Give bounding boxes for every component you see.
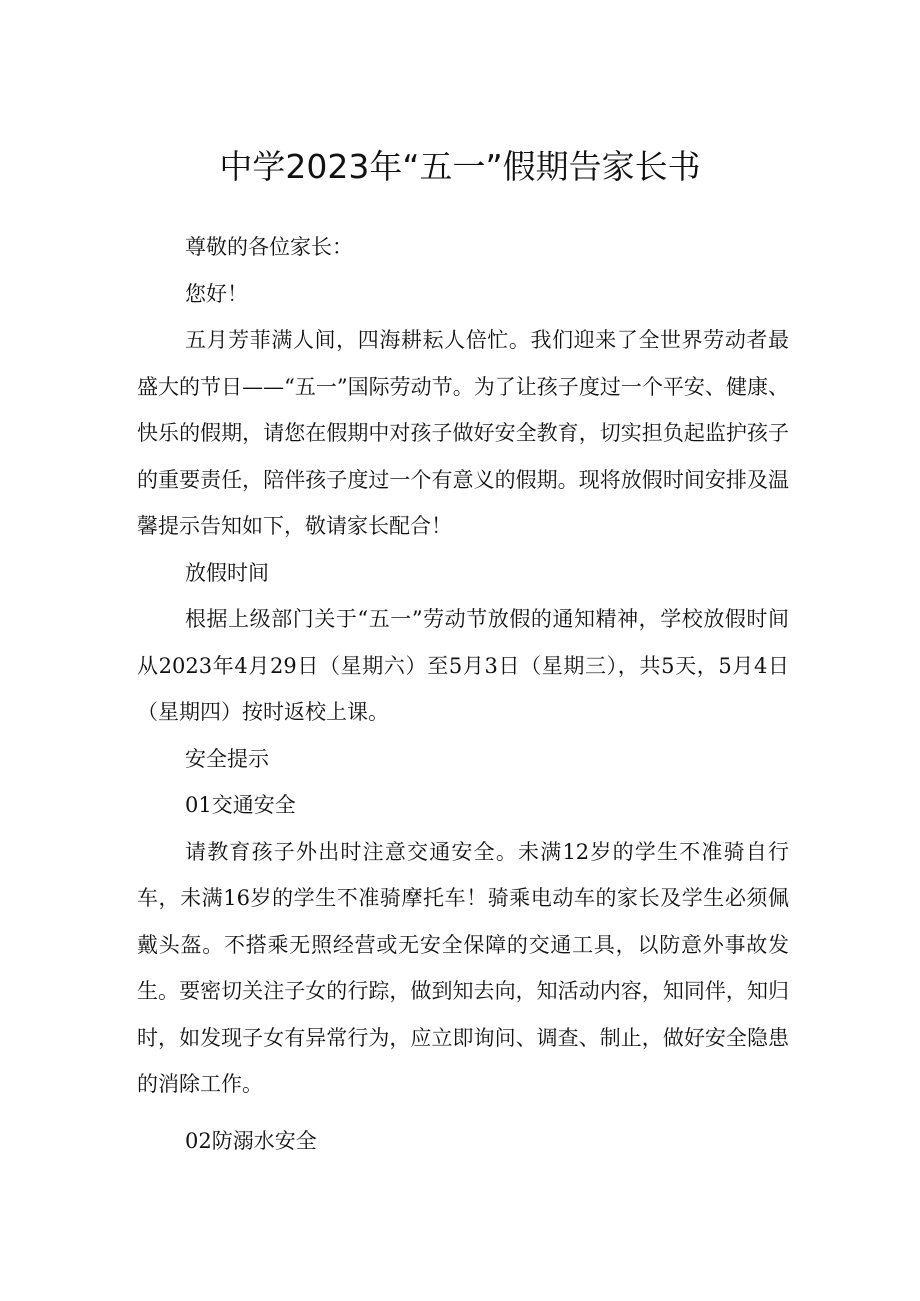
greeting-salutation: 尊敬的各位家长： (185, 235, 353, 259)
section-heading-holiday-time: 放假时间 (185, 560, 269, 585)
intro-paragraph: 五月芳菲满人间，四海耕耘人倍忙。我们迎来了全世界劳动者最盛大的节日——“五一”国际劳动节。为了让孩子度过一个平安、健康、快乐的假期，请您在假期中对孩子做好安全教育，切实担负起监护孩子的重要责任，陪伴孩子度过一个有意义的假期。现将放假时间安排及温馨提示告知如下，敬请家长配合！ (137, 328, 789, 538)
document-body (137, 224, 789, 1164)
document-title: 中学2023年“五一”假期告家长书 (219, 147, 701, 186)
holiday-time-paragraph: 根据上级部门关于“五一”劳动节放假的通知精神，学校放假时间从2023年4月29日（星期六）至5月3日（星期三），共5天，5月4日（星期四）按时返校上课。 (137, 607, 789, 724)
section-heading-safety-tips: 安全提示 (185, 746, 269, 771)
traffic-safety-paragraph: 请教育孩子外出时注意交通安全。未满12岁的学生不准骑自行车，未满16岁的学生不准骑摩托车！骑乘电动车的家长及学生必须佩戴头盔。不搭乘无照经营或无安全保障的交通工具，以防意外事故发生。要密切关注子女的行踪，做到知去向，知活动内容，知同伴，知归时，如发现子女有异常行为，应立即询问、调查、制止，做好安全隐患的消除工作。 (137, 839, 789, 1096)
subheading-drowning-safety: 02防溺水安全 (185, 1128, 317, 1153)
greeting-hello: 您好！ (185, 281, 248, 306)
subheading-traffic-safety: 01交通安全 (185, 793, 296, 817)
